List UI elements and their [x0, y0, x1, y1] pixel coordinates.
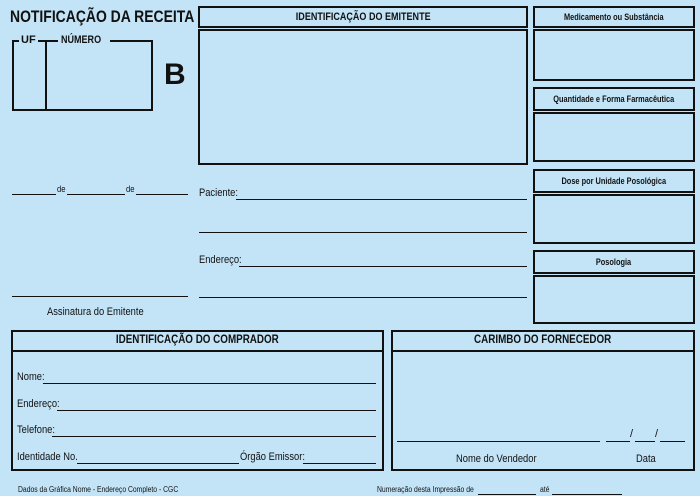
quantidade-box[interactable] — [533, 112, 695, 162]
data-label: Data — [636, 453, 656, 465]
emitente-header: IDENTIFICAÇÃO DO EMITENTE — [198, 6, 528, 28]
data-line-day[interactable] — [606, 441, 630, 442]
data-line-month[interactable] — [635, 441, 655, 442]
emitente-box[interactable] — [198, 29, 528, 165]
signature-label: Assinatura do Emitente — [47, 306, 144, 318]
quantidade-header: Quantidade e Forma Farmacêutica — [533, 87, 695, 111]
bracket-seg — [38, 40, 58, 42]
prescription-type-letter: B — [164, 58, 186, 91]
footer-numeracao-line-1[interactable] — [478, 494, 536, 495]
comprador-identidade-label: Identidade No. — [17, 451, 78, 463]
comprador-header: IDENTIFICAÇÃO DO COMPRADOR — [11, 330, 384, 352]
bracket-seg — [110, 40, 153, 42]
comprador-orgao-label: Órgão Emissor: — [240, 451, 305, 463]
posologia-header: Posologia — [533, 250, 695, 274]
vendedor-label: Nome do Vendedor — [456, 453, 537, 465]
date-day-line[interactable] — [12, 194, 56, 195]
endereco-line-1[interactable] — [239, 266, 527, 267]
signature-line[interactable] — [12, 296, 188, 297]
date-de-2: de — [126, 184, 135, 194]
comprador-nome-label: Nome: — [17, 371, 45, 383]
data-slash-1: / — [630, 428, 634, 440]
date-de-1: de — [57, 184, 66, 194]
comprador-telefone-label: Telefone: — [17, 424, 55, 436]
uf-numero-box — [12, 40, 153, 111]
comprador-orgao-line[interactable] — [303, 463, 376, 464]
footer-grafica: Dados da Gráfica Nome - Endereço Completo - CGC — [18, 485, 179, 494]
endereco-line-2[interactable] — [199, 297, 527, 298]
footer-ate: até — [540, 485, 550, 494]
paciente-line-1[interactable] — [236, 199, 527, 200]
uf-divider — [45, 40, 47, 111]
vendedor-line[interactable] — [397, 441, 600, 442]
paciente-line-2[interactable] — [199, 232, 527, 233]
fornecedor-header: CARIMBO DO FORNECEDOR — [391, 330, 695, 352]
date-year-line[interactable] — [136, 194, 188, 195]
medicamento-box[interactable] — [533, 29, 695, 81]
comprador-endereco-line[interactable] — [57, 410, 376, 411]
date-month-line[interactable] — [67, 194, 125, 195]
numero-label: NÚMERO — [61, 34, 102, 46]
data-slash-2: / — [655, 428, 659, 440]
data-line-year[interactable] — [660, 441, 685, 442]
posologia-box[interactable] — [533, 275, 695, 324]
dose-header: Dose por Unidade Posológica — [533, 169, 695, 193]
footer-numeracao-line-2[interactable] — [552, 494, 622, 495]
dose-box[interactable] — [533, 194, 695, 244]
footer-numeracao: Numeração desta Impressão de — [377, 485, 474, 494]
comprador-endereco-label: Endereço: — [17, 398, 60, 410]
medicamento-header: Medicamento ou Substância — [533, 6, 695, 28]
endereco-label: Endereço: — [199, 254, 242, 266]
comprador-identidade-line[interactable] — [77, 463, 239, 464]
comprador-nome-line[interactable] — [43, 383, 376, 384]
uf-label: UF — [21, 34, 36, 46]
form-title: NOTIFICAÇÃO DA RECEITA — [10, 7, 195, 26]
bracket-seg — [12, 40, 19, 42]
comprador-telefone-line[interactable] — [52, 436, 376, 437]
paciente-label: Paciente: — [199, 187, 238, 199]
